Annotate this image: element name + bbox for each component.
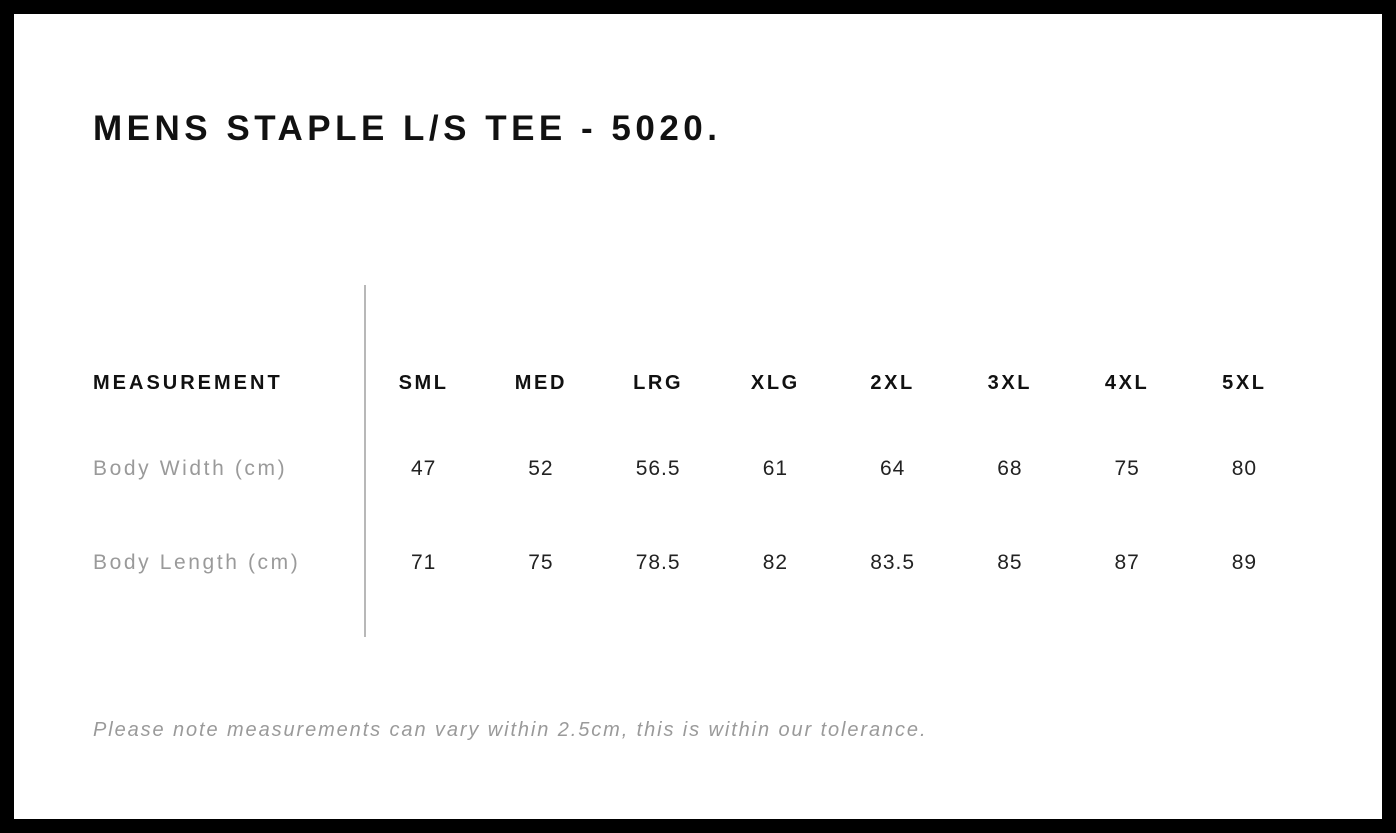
- row-label-body-length: Body Length (cm): [93, 551, 301, 574]
- cell-body-length-xlg: 82: [762, 551, 789, 574]
- size-chart-page: [14, 14, 1382, 819]
- size-column-header-4xl: 4XL: [1104, 371, 1150, 394]
- size-table-container: [14, 14, 1382, 819]
- size-column-header-xlg: XLG: [750, 371, 800, 394]
- tolerance-note: Please note measurements can vary within 2.5cm, this is within our tolerance.: [93, 719, 928, 741]
- table-header-row: [93, 344, 1303, 422]
- table-row: [93, 516, 1303, 610]
- cell-body-width-2xl: 64: [879, 457, 906, 480]
- size-column-header-5xl: 5XL: [1222, 371, 1267, 394]
- size-column-header-lrg: LRG: [633, 371, 684, 394]
- size-column-header-sml: SML: [398, 371, 449, 394]
- cell-body-length-5xl: 89: [1231, 551, 1258, 574]
- cell-body-length-4xl: 87: [1114, 551, 1140, 574]
- row-label-body-width: Body Width (cm): [93, 457, 288, 480]
- cell-body-width-med: 52: [528, 457, 554, 480]
- size-table: [93, 344, 1303, 610]
- cell-body-length-sml: 71: [410, 551, 437, 574]
- table-row: [93, 422, 1303, 516]
- cell-body-width-5xl: 80: [1231, 457, 1258, 480]
- page-title: MENS STAPLE L/S TEE - 5020.: [93, 109, 722, 148]
- cell-body-length-med: 75: [528, 551, 554, 574]
- cell-body-length-2xl: 83.5: [870, 551, 916, 574]
- cell-body-width-3xl: 68: [997, 457, 1023, 480]
- size-column-header-2xl: 2XL: [870, 371, 915, 394]
- cell-body-length-3xl: 85: [997, 551, 1023, 574]
- cell-body-width-4xl: 75: [1114, 457, 1140, 480]
- cell-body-width-sml: 47: [410, 457, 437, 480]
- size-column-header-3xl: 3XL: [987, 371, 1033, 394]
- cell-body-width-lrg: 56.5: [635, 457, 681, 480]
- size-column-header-med: MED: [514, 371, 567, 394]
- cell-body-width-xlg: 61: [762, 457, 789, 480]
- cell-body-length-lrg: 78.5: [635, 551, 681, 574]
- measurement-column-header: MEASUREMENT: [93, 371, 283, 394]
